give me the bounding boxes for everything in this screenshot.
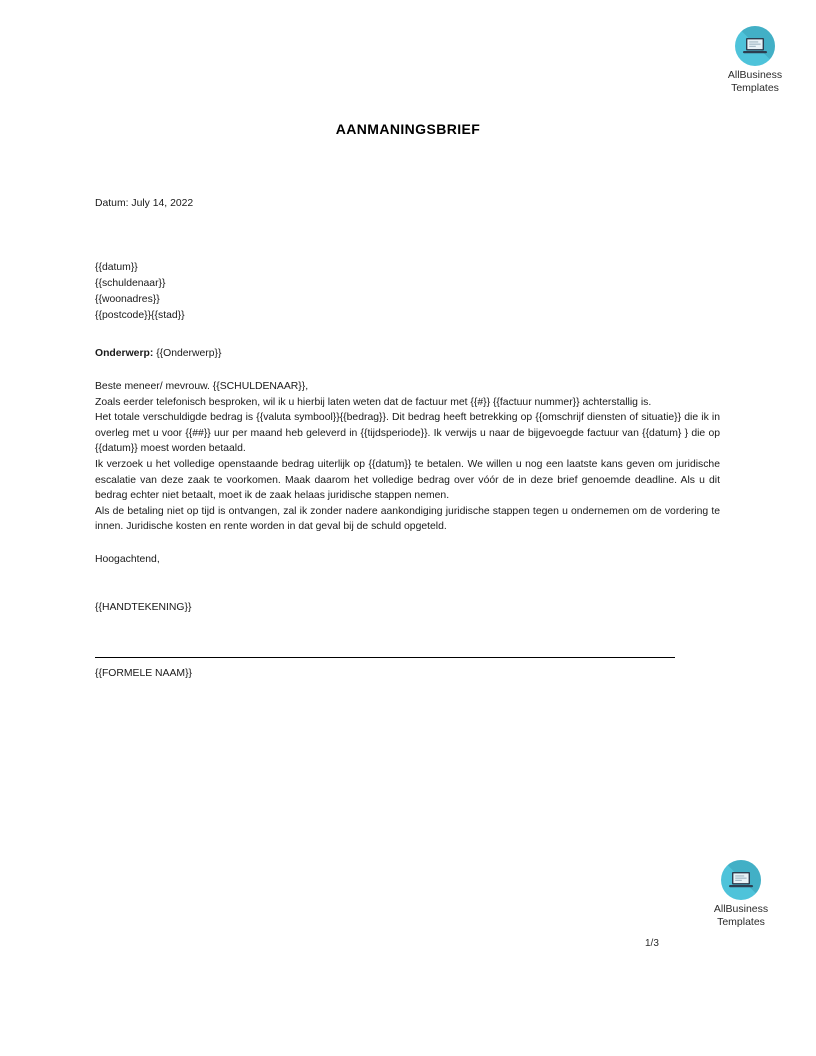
body-paragraph-3: Ik verzoek u het volledige openstaande bedrag uiterlijk op {{datum}} te betalen. We willen u nog een laatste kans geven om juridische escalatie van deze zaak te voorkomen. Maak daarom het volledige bedrag over vóór de in deze brief genoemde deadline. Als u dit bedrag echter niet betaalt, moet ik de zaak helaas juridische stappen nemen. [95,458,720,502]
address-line-postcode-stad: {{postcode}}{{stad}} [95,310,185,322]
laptop-icon [742,36,768,56]
address-block [95,260,720,325]
laptop-icon-footer [728,870,754,890]
allbusiness-templates-logo-icon [735,26,775,66]
brand-name [707,69,803,94]
brand-name-footer-line-2: Templates [717,915,765,928]
allbusiness-templates-logo-icon-footer [721,860,761,900]
brand-logo-top [707,26,803,94]
brand-logo-bottom [693,860,789,928]
letter-body [95,196,720,682]
brand-name-footer-line-1: AllBusiness [713,903,769,915]
document-title: AANMANINGSBRIEF [335,121,481,137]
address-line-woonadres: {{woonadres}} [95,294,160,305]
page-number: 1/3 [645,938,659,949]
body-paragraph-4: Als de betaling niet op tijd is ontvangen, zal ik zonder nadere aankondiging juridische stappen tegen u ondernemen om de vordering te innen. Juridische kosten en rente worden in dat geval bij de schuld opgeteld. [95,505,720,533]
greeting-line: Beste meneer/ mevrouw. {{SCHULDENAAR}}, [95,381,309,392]
brand-name-line-1: AllBusiness [727,69,783,81]
brand-name-footer [693,903,789,928]
date-line: Datum: July 14, 2022 [95,198,194,209]
address-line-datum: {{datum}} [95,261,138,273]
subject-line [95,346,720,362]
body-paragraph-1: Zoals eerder telefonisch besproken, wil ik u hierbij laten weten dat de factuur met {{#}} {{factuur nummer}} achterstallig is. [95,396,652,408]
closing-line: Hoogachtend, [95,553,160,565]
formal-name-placeholder: {{FORMELE NAAM}} [95,668,193,680]
signature-rule [95,657,675,658]
address-line-schuldenaar: {{schuldenaar}} [95,277,166,289]
subject-value: {{Onderwerp}} [156,348,222,360]
body-paragraph-2: Het totale verschuldigde bedrag is {{valuta symbool}}{{bedrag}}. Dit bedrag heeft betrekking op {{omschrijf diensten of situatie}} die ik in overleg met u voor {{##}} uur per maand heb geleverd in {{tijdsperiode}}. Ik verwijs u naar de bijgevoegde factuur van {{datum} } die op {{datum}} moest worden betaald. [95,412,720,455]
subject-label: Onderwerp: [95,348,154,360]
brand-name-line-2: Templates [731,81,779,94]
signature-placeholder: {{HANDTEKENING}} [95,601,192,613]
